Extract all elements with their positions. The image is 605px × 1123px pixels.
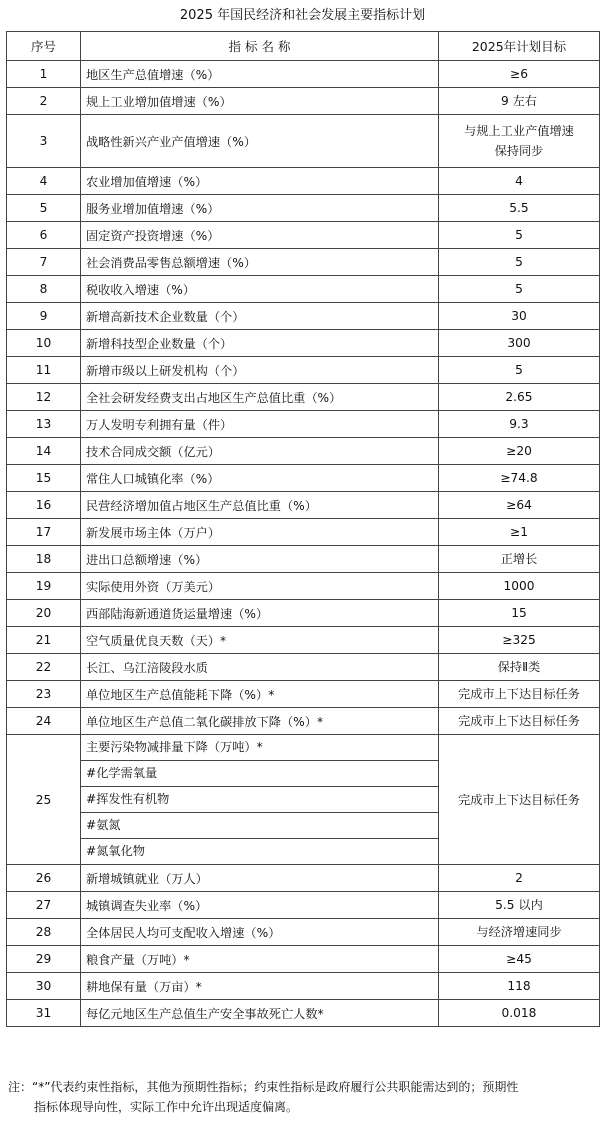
target-value: 完成市上下达目标任务: [439, 708, 600, 735]
row-number: 20: [7, 600, 81, 627]
indicator-table: [6, 31, 600, 1027]
row-number: 28: [7, 919, 81, 946]
indicator-name: 农业增加值增速（%）: [81, 168, 439, 195]
row-number: 16: [7, 492, 81, 519]
target-value: 2.65: [439, 384, 600, 411]
indicator-name-group: [81, 735, 439, 865]
table-row: [7, 946, 600, 973]
row-number: 14: [7, 438, 81, 465]
table-row: [7, 735, 600, 865]
table-row: [7, 546, 600, 573]
header-no: 序号: [7, 32, 81, 61]
indicator-name: 长江、乌江涪陵段水质: [81, 654, 439, 681]
row-number: 25: [7, 735, 81, 865]
table-row: [7, 276, 600, 303]
row-number: 21: [7, 627, 81, 654]
target-value: ≥20: [439, 438, 600, 465]
table-row: [7, 708, 600, 735]
indicator-name: 单位地区生产总值二氧化碳排放下降（%）*: [81, 708, 439, 735]
indicator-name: 城镇调查失业率（%）: [81, 892, 439, 919]
row-number: 6: [7, 222, 81, 249]
table-row: [7, 519, 600, 546]
indicator-name: 新增高新技术企业数量（个）: [81, 303, 439, 330]
indicator-name: 全体居民人均可支配收入增速（%）: [81, 919, 439, 946]
target-value: 9.3: [439, 411, 600, 438]
indicator-name: 实际使用外资（万美元）: [81, 573, 439, 600]
indicator-name: 服务业增加值增速（%）: [81, 195, 439, 222]
indicator-name: 常住人口城镇化率（%）: [81, 465, 439, 492]
row-number: 30: [7, 973, 81, 1000]
table-row: [7, 168, 600, 195]
target-value: 4: [439, 168, 600, 195]
target-value: 保持Ⅱ类: [439, 654, 600, 681]
table-row: [7, 973, 600, 1000]
row-number: 1: [7, 61, 81, 88]
indicator-name: 新增市级以上研发机构（个）: [81, 357, 439, 384]
target-value: 30: [439, 303, 600, 330]
indicator-name: 单位地区生产总值能耗下降（%）*: [81, 681, 439, 708]
target-value: 5: [439, 276, 600, 303]
table-row: [7, 303, 600, 330]
row-number: 9: [7, 303, 81, 330]
indicator-sub-name: 主要污染物减排量下降（万吨）*: [86, 740, 263, 754]
table-row: [7, 330, 600, 357]
table-row: [7, 600, 600, 627]
row-number: 29: [7, 946, 81, 973]
indicator-name: 社会消费品零售总额增速（%）: [81, 249, 439, 276]
target-value: 0.018: [439, 1000, 600, 1027]
indicator-name: 万人发明专利拥有量（件）: [81, 411, 439, 438]
row-number: 11: [7, 357, 81, 384]
row-number: 4: [7, 168, 81, 195]
table-row: [7, 249, 600, 276]
table-row: [7, 222, 600, 249]
target-value: ≥45: [439, 946, 600, 973]
target-value: 5: [439, 357, 600, 384]
footnote-line-2: 指标体现导向性，实际工作中允许出现适度偏离。: [34, 1100, 299, 1114]
row-number: 23: [7, 681, 81, 708]
indicator-sub-name: #氮氧化物: [81, 838, 438, 864]
row-number: 19: [7, 573, 81, 600]
row-number: 7: [7, 249, 81, 276]
row-number: 18: [7, 546, 81, 573]
indicator-name: 规上工业增加值增速（%）: [81, 88, 439, 115]
target-value: 正增长: [439, 546, 600, 573]
row-number: 24: [7, 708, 81, 735]
row-number: 15: [7, 465, 81, 492]
header-target: 2025年计划目标: [439, 32, 600, 61]
table-row: [7, 892, 600, 919]
footnote-line-1: 注：“*”代表约束性指标，其他为预期性指标；约束性指标是政府履行公共职能需达到的；预期性: [8, 1080, 519, 1094]
table-row: [7, 384, 600, 411]
table-row: [7, 438, 600, 465]
indicator-name: 耕地保有量（万亩）*: [81, 973, 439, 1000]
indicator-name: 空气质量优良天数（天）*: [81, 627, 439, 654]
table-row: [7, 627, 600, 654]
table-row: [7, 654, 600, 681]
table-row: [7, 115, 600, 168]
indicator-name: 新增城镇就业（万人）: [81, 865, 439, 892]
row-number: 2: [7, 88, 81, 115]
row-number: 12: [7, 384, 81, 411]
indicator-name: 新发展市场主体（万户）: [81, 519, 439, 546]
table-row: [7, 411, 600, 438]
target-value: 5.5: [439, 195, 600, 222]
table-row: [7, 88, 600, 115]
row-number: 26: [7, 865, 81, 892]
table-row: [7, 919, 600, 946]
target-value: 300: [439, 330, 600, 357]
indicator-sub-name: #挥发性有机物: [81, 786, 438, 812]
document-title: 2025 年国民经济和社会发展主要指标计划: [179, 8, 426, 23]
indicator-name: 全社会研发经费支出占地区生产总值比重（%）: [81, 384, 439, 411]
header-name: 指 标 名 称: [81, 32, 439, 61]
row-number: 5: [7, 195, 81, 222]
table-row: [7, 573, 600, 600]
target-value: 与经济增速同步: [439, 919, 600, 946]
row-number: 3: [7, 115, 81, 168]
table-row: [7, 61, 600, 88]
target-value: 完成市上下达目标任务: [439, 735, 600, 865]
row-number: 31: [7, 1000, 81, 1027]
target-value: 5: [439, 249, 600, 276]
target-value: 完成市上下达目标任务: [439, 681, 600, 708]
table-row: [7, 465, 600, 492]
table-body: [7, 61, 600, 1027]
table-row: [7, 492, 600, 519]
footnote: [8, 1077, 598, 1117]
target-value: 5.5 以内: [439, 892, 600, 919]
row-number: 27: [7, 892, 81, 919]
table-row: [7, 357, 600, 384]
indicator-name: 西部陆海新通道货运量增速（%）: [81, 600, 439, 627]
target-value: ≥64: [439, 492, 600, 519]
table-row: [7, 865, 600, 892]
indicator-name: 技术合同成交额（亿元）: [81, 438, 439, 465]
target-value: 15: [439, 600, 600, 627]
target-value: 5: [439, 222, 600, 249]
target-value: ≥325: [439, 627, 600, 654]
row-number: 8: [7, 276, 81, 303]
target-value: ≥74.8: [439, 465, 600, 492]
target-value: 1000: [439, 573, 600, 600]
target-value: 与规上工业产值增速 保持同步: [439, 115, 600, 168]
target-value: ≥6: [439, 61, 600, 88]
table-header-row: [7, 32, 600, 61]
target-value: 9 左右: [439, 88, 600, 115]
table-row: [7, 681, 600, 708]
target-value: ≥1: [439, 519, 600, 546]
target-value: 118: [439, 973, 600, 1000]
indicator-name: 战略性新兴产业产值增速（%）: [81, 115, 439, 168]
indicator-name: 进出口总额增速（%）: [81, 546, 439, 573]
row-number: 10: [7, 330, 81, 357]
indicator-sub-name: #氨氮: [81, 812, 438, 838]
indicator-name: 新增科技型企业数量（个）: [81, 330, 439, 357]
row-number: 22: [7, 654, 81, 681]
indicator-sub-name: #化学需氧量: [81, 760, 438, 786]
table-row: [7, 1000, 600, 1027]
indicator-name: 粮食产量（万吨）*: [81, 946, 439, 973]
row-number: 13: [7, 411, 81, 438]
target-value: 2: [439, 865, 600, 892]
table-row: [7, 195, 600, 222]
indicator-name: 税收收入增速（%）: [81, 276, 439, 303]
indicator-name: 固定资产投资增速（%）: [81, 222, 439, 249]
indicator-name: 每亿元地区生产总值生产安全事故死亡人数*: [81, 1000, 439, 1027]
row-number: 17: [7, 519, 81, 546]
indicator-name: 民营经济增加值占地区生产总值比重（%）: [81, 492, 439, 519]
indicator-name: 地区生产总值增速（%）: [81, 61, 439, 88]
